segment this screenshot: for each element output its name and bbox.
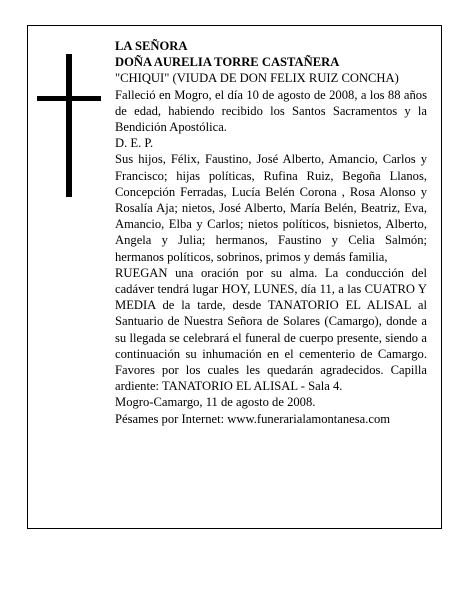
cross-horizontal-bar [37, 96, 101, 101]
cross-vertical-bar [66, 54, 72, 197]
condolences-line: Pésames por Internet: www.funerarialamontanesa.com [115, 411, 391, 426]
family-list: Sus hijos, Félix, Faustino, José Alberto, Amancio, Carlos y Francisco; hijas políticas, Rufina Ruiz, Begoña Llanos, Concepción Ferradas, Lucía Belén Corona , Rosa Alonso y Rosalía Aja; nietos, José Alberto, María Belén, Beatriz, Eva, Amancio, Elba y Carlos; nietos políticos, bisnietos, Alberto, Angela y Julia; hermanos, Faustino y Celia Salmón; hermanos políticos, sobrinos, primos y demás familia, [115, 152, 427, 264]
funeral-request: RUEGAN una oración por su alma. La conducción del cadáver tendrá lugar HOY, LUNES, día 11, a las CUATRO Y MEDIA de la tarde, desde TANATORIO EL ALISAL al Santuario de Nuestra Señora de Solares (Camargo), donde a su llegada se celebrará el funeral de cuerpo presente, siendo a continuación su inhumación en el cementerio de Camargo. Favores por los cuales les quedarán agradecidos. Capilla ardiente: TANATORIO EL ALISAL - Sala 4. [115, 265, 427, 394]
death-details: Falleció en Mogro, el día 10 de agosto de 2008, a los 88 años de edad, habiendo recibido los Santos Sacramentos y la Bendición Apostólica. [115, 87, 427, 135]
obituary-text [115, 38, 427, 427]
place-date: Mogro-Camargo, 11 de agosto de 2008. [115, 395, 316, 410]
alias: "CHIQUI" (VIUDA DE DON FELIX RUIZ CONCHA) [115, 71, 399, 86]
rip: D. E. P. [115, 136, 154, 151]
deceased-name: DOÑA AURELIA TORRE CASTAÑERA [115, 55, 340, 70]
heading: LA SEÑORA [115, 39, 188, 53]
